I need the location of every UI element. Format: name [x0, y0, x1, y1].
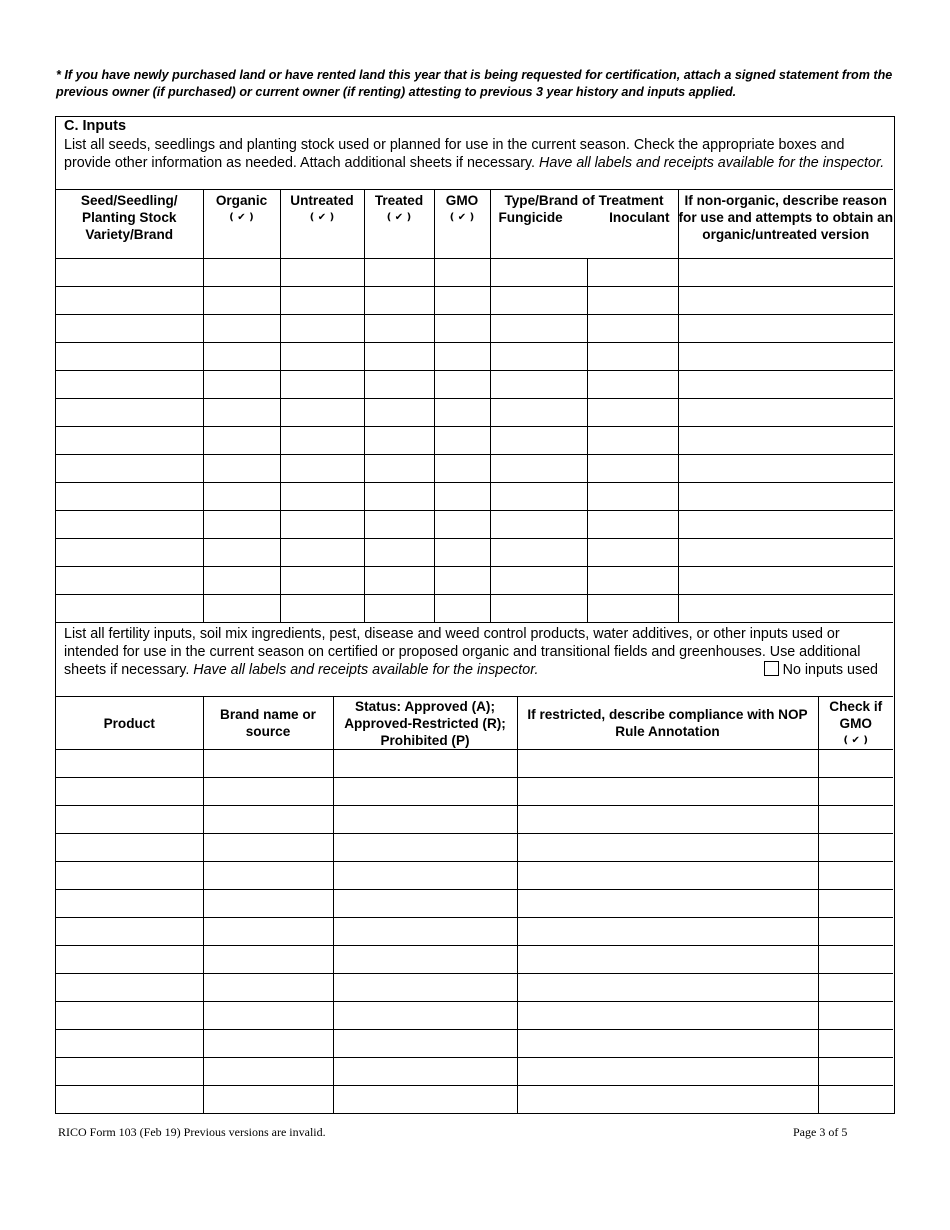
header-seed: Seed/Seedling/ Planting Stock Variety/Brand	[56, 190, 203, 259]
seed-table-cell[interactable]	[56, 567, 203, 595]
input-table-cell[interactable]	[56, 1058, 203, 1086]
input-table-cell[interactable]	[203, 778, 333, 806]
seed-table-cell[interactable]	[490, 315, 587, 343]
seed-table-cell[interactable]	[56, 511, 203, 539]
seed-table-cell[interactable]	[280, 399, 364, 427]
seed-table-cell[interactable]	[203, 483, 280, 511]
seed-table-cell[interactable]	[364, 539, 434, 567]
no-inputs-checkbox[interactable]	[764, 661, 779, 676]
input-table-cell[interactable]	[517, 750, 818, 778]
input-table-cell[interactable]	[517, 806, 818, 834]
input-table-cell[interactable]	[818, 918, 893, 946]
header-organic-label: Organic	[215, 193, 268, 208]
input-table-cell[interactable]	[56, 918, 203, 946]
seed-table-row	[56, 455, 893, 483]
seed-table-cell[interactable]	[490, 371, 587, 399]
no-inputs-option[interactable]	[764, 661, 878, 679]
seed-table-row	[56, 539, 893, 567]
seed-table-cell[interactable]	[434, 455, 490, 483]
seed-table-cell[interactable]	[203, 399, 280, 427]
seed-table-cell[interactable]	[587, 483, 678, 511]
form-footer: RICO Form 103 (Feb 19) Previous versions are invalid.	[58, 1125, 326, 1139]
header-gmo	[434, 190, 490, 259]
input-table-row	[56, 806, 893, 834]
seed-table-cell[interactable]	[678, 399, 893, 427]
seed-table-cell[interactable]	[56, 483, 203, 511]
seed-table-cell[interactable]	[280, 567, 364, 595]
seed-table-cell[interactable]	[203, 567, 280, 595]
seed-table-cell[interactable]	[280, 371, 364, 399]
seed-table-cell[interactable]	[280, 511, 364, 539]
seed-table-row	[56, 343, 893, 371]
seed-table-cell[interactable]	[434, 427, 490, 455]
check-mark-icon: ( ✔ )	[309, 212, 335, 223]
input-table-cell[interactable]	[818, 834, 893, 862]
seed-table-cell[interactable]	[434, 567, 490, 595]
check-mark-icon: ( ✔ )	[843, 734, 868, 746]
input-table-cell[interactable]	[56, 806, 203, 834]
seed-table-cell[interactable]	[678, 539, 893, 567]
input-table-cell[interactable]	[333, 918, 517, 946]
header-status: Status: Approved (A); Approved-Restricted (R); Prohibited (P)	[333, 697, 517, 750]
input-table-cell[interactable]	[203, 918, 333, 946]
seed-table-cell[interactable]	[490, 483, 587, 511]
input-table-row	[56, 834, 893, 862]
seed-table-row	[56, 259, 893, 287]
section-title: C. Inputs	[64, 118, 127, 134]
seed-table-cell[interactable]	[364, 427, 434, 455]
input-table-cell[interactable]	[818, 1086, 893, 1114]
header-untreated	[280, 190, 364, 259]
input-table-cell[interactable]	[56, 1086, 203, 1114]
seed-table-cell[interactable]	[587, 511, 678, 539]
seed-table-cell[interactable]	[203, 287, 280, 315]
input-table-cell[interactable]	[517, 918, 818, 946]
seed-table-cell[interactable]	[364, 371, 434, 399]
seed-table-cell[interactable]	[490, 287, 587, 315]
input-table-header	[56, 697, 893, 750]
header-treated	[364, 190, 434, 259]
input-table-cell[interactable]	[333, 1086, 517, 1114]
header-treated-label: Treated	[374, 193, 424, 208]
seed-table-cell[interactable]	[56, 287, 203, 315]
seed-table-cell[interactable]	[434, 595, 490, 623]
input-table-cell[interactable]	[517, 1030, 818, 1058]
input-table-cell[interactable]	[818, 750, 893, 778]
seed-table-cell[interactable]	[364, 595, 434, 623]
input-table-cell[interactable]	[333, 778, 517, 806]
seed-table-cell[interactable]	[203, 511, 280, 539]
seed-table-cell[interactable]	[587, 315, 678, 343]
seed-table-cell[interactable]	[490, 259, 587, 287]
header-organic	[203, 190, 280, 259]
seed-table-cell[interactable]	[203, 427, 280, 455]
input-table-row	[56, 918, 893, 946]
seed-table-cell[interactable]	[490, 567, 587, 595]
input-table-cell[interactable]	[818, 862, 893, 890]
input-table-cell[interactable]	[333, 946, 517, 974]
seed-table-cell[interactable]	[203, 595, 280, 623]
input-table-cell[interactable]	[333, 1058, 517, 1086]
input-table-row	[56, 1002, 893, 1030]
seed-table-cell[interactable]	[280, 483, 364, 511]
seed-table-cell[interactable]	[56, 259, 203, 287]
input-table-cell[interactable]	[203, 974, 333, 1002]
input-table-cell[interactable]	[818, 974, 893, 1002]
input-table-cell[interactable]	[517, 890, 818, 918]
seed-table-cell[interactable]	[280, 287, 364, 315]
seed-table-cell[interactable]	[678, 511, 893, 539]
input-table-row	[56, 890, 893, 918]
seed-table-cell[interactable]	[490, 595, 587, 623]
fertility-description-text: List all fertility inputs, soil mix ingredients, pest, disease and weed control products, water additives, or other inputs used or intended for use in the current season on certified or proposed organic and transitional fields and greenhouses. Use additional sheets if necessary.	[64, 626, 861, 678]
seed-table-body	[56, 259, 893, 623]
seed-table-cell[interactable]	[56, 455, 203, 483]
input-table-cell[interactable]	[517, 974, 818, 1002]
check-mark-icon: ( ✔ )	[386, 212, 412, 223]
seed-table-cell[interactable]	[203, 315, 280, 343]
section-description	[64, 136, 888, 172]
seed-table-cell[interactable]	[434, 287, 490, 315]
land-history-note: * If you have newly purchased land or have rented land this year that is being requested for certification, attach a signed statement from the previous owner (if purchased) or current owner (if renting) attesting to previous 3 year history and inputs applied.	[56, 68, 893, 99]
page-number: Page 3 of 5	[793, 1125, 848, 1139]
seed-table-cell[interactable]	[587, 567, 678, 595]
seed-table-cell[interactable]	[56, 371, 203, 399]
seed-table-cell[interactable]	[364, 567, 434, 595]
seed-table-cell[interactable]	[56, 427, 203, 455]
seed-table-cell[interactable]	[434, 259, 490, 287]
seed-table-cell[interactable]	[56, 343, 203, 371]
inputs-section	[55, 116, 895, 1114]
seed-table-row	[56, 511, 893, 539]
seed-table-cell[interactable]	[678, 455, 893, 483]
input-table-cell[interactable]	[818, 890, 893, 918]
seed-table-cell[interactable]	[364, 343, 434, 371]
input-table-cell[interactable]	[517, 834, 818, 862]
input-table-cell[interactable]	[333, 862, 517, 890]
input-table-cell[interactable]	[203, 1086, 333, 1114]
seed-table-cell[interactable]	[434, 511, 490, 539]
seed-table-row	[56, 483, 893, 511]
seed-table-cell[interactable]	[490, 539, 587, 567]
input-table-cell[interactable]	[203, 750, 333, 778]
input-table-cell[interactable]	[203, 1058, 333, 1086]
seed-table-row	[56, 399, 893, 427]
input-table-cell[interactable]	[818, 1058, 893, 1086]
seed-table-cell[interactable]	[56, 539, 203, 567]
input-table-cell[interactable]	[333, 890, 517, 918]
seed-table-cell[interactable]	[203, 259, 280, 287]
input-table-cell[interactable]	[333, 974, 517, 1002]
input-table-cell[interactable]	[333, 834, 517, 862]
input-table-cell[interactable]	[818, 778, 893, 806]
input-table-cell[interactable]	[333, 1002, 517, 1030]
input-table-row	[56, 1058, 893, 1086]
input-table-cell[interactable]	[818, 1002, 893, 1030]
seed-table-row	[56, 595, 893, 623]
seed-table-cell[interactable]	[56, 399, 203, 427]
seed-table-row	[56, 371, 893, 399]
input-table-cell[interactable]	[203, 1030, 333, 1058]
input-table-cell[interactable]	[56, 834, 203, 862]
fertility-description	[64, 625, 888, 679]
input-table-cell[interactable]	[56, 974, 203, 1002]
seed-table-cell[interactable]	[587, 371, 678, 399]
input-table-cell[interactable]	[818, 1030, 893, 1058]
seed-table-cell[interactable]	[678, 259, 893, 287]
input-table-cell[interactable]	[56, 890, 203, 918]
header-inoculant: Inoculant	[609, 210, 670, 225]
seed-table-cell[interactable]	[203, 539, 280, 567]
header-check-gmo	[818, 697, 893, 750]
input-table-cell[interactable]	[56, 946, 203, 974]
seed-table-cell[interactable]	[56, 315, 203, 343]
seed-table-cell[interactable]	[364, 483, 434, 511]
input-table-body	[56, 750, 893, 1114]
seed-table-cell[interactable]	[280, 455, 364, 483]
seed-table-cell[interactable]	[280, 427, 364, 455]
input-table-cell[interactable]	[56, 778, 203, 806]
check-mark-icon: ( ✔ )	[449, 212, 475, 223]
check-mark-icon: ( ✔ )	[229, 212, 254, 223]
seed-table-row	[56, 315, 893, 343]
seed-table-cell[interactable]	[364, 259, 434, 287]
seed-table-cell[interactable]	[203, 371, 280, 399]
seed-table	[56, 189, 893, 623]
seed-table-cell[interactable]	[678, 343, 893, 371]
input-table-cell[interactable]	[333, 750, 517, 778]
section-description-italic: Have all labels and receipts available for the inspector.	[539, 155, 885, 171]
seed-table-cell[interactable]	[587, 259, 678, 287]
input-table-row	[56, 1030, 893, 1058]
seed-table-cell[interactable]	[203, 343, 280, 371]
input-table-cell[interactable]	[203, 862, 333, 890]
seed-table-cell[interactable]	[678, 595, 893, 623]
seed-table-cell[interactable]	[490, 399, 587, 427]
seed-table-cell[interactable]	[203, 455, 280, 483]
seed-table-cell[interactable]	[678, 371, 893, 399]
input-table-cell[interactable]	[203, 1002, 333, 1030]
input-table-cell[interactable]	[517, 946, 818, 974]
seed-table-cell[interactable]	[364, 511, 434, 539]
seed-table-cell[interactable]	[364, 455, 434, 483]
input-table-cell[interactable]	[517, 862, 818, 890]
seed-table-cell[interactable]	[587, 399, 678, 427]
seed-table-cell[interactable]	[280, 259, 364, 287]
input-table-cell[interactable]	[818, 946, 893, 974]
header-treatment	[490, 190, 678, 259]
input-table-cell[interactable]	[203, 890, 333, 918]
seed-table-cell[interactable]	[678, 287, 893, 315]
seed-table-cell[interactable]	[678, 483, 893, 511]
seed-table-cell[interactable]	[678, 567, 893, 595]
seed-table-cell[interactable]	[490, 343, 587, 371]
seed-table-cell[interactable]	[587, 539, 678, 567]
seed-table-cell[interactable]	[280, 343, 364, 371]
input-table-cell[interactable]	[517, 778, 818, 806]
seed-table-cell[interactable]	[678, 427, 893, 455]
seed-table-cell[interactable]	[280, 539, 364, 567]
input-table-cell[interactable]	[56, 1030, 203, 1058]
input-table-cell[interactable]	[517, 1086, 818, 1114]
seed-table-cell[interactable]	[678, 315, 893, 343]
seed-table-cell[interactable]	[280, 315, 364, 343]
seed-table-cell[interactable]	[587, 455, 678, 483]
input-table	[56, 696, 893, 1114]
input-table-row	[56, 778, 893, 806]
input-table-row	[56, 974, 893, 1002]
seed-table-cell[interactable]	[434, 315, 490, 343]
input-table-cell[interactable]	[818, 806, 893, 834]
seed-table-cell[interactable]	[434, 371, 490, 399]
seed-table-cell[interactable]	[587, 343, 678, 371]
seed-table-cell[interactable]	[56, 595, 203, 623]
header-fungicide: Fungicide	[498, 210, 563, 225]
header-restricted-compliance: If restricted, describe compliance with NOP Rule Annotation	[517, 697, 818, 750]
header-brand: Brand name or source	[203, 697, 333, 750]
input-table-cell[interactable]	[333, 1030, 517, 1058]
seed-table-cell[interactable]	[490, 511, 587, 539]
input-table-cell[interactable]	[203, 834, 333, 862]
header-treatment-label: Type/Brand of Treatment	[504, 193, 664, 208]
header-product: Product	[56, 697, 203, 750]
input-table-cell[interactable]	[333, 806, 517, 834]
seed-table-cell[interactable]	[434, 483, 490, 511]
seed-table-cell[interactable]	[434, 399, 490, 427]
seed-table-cell[interactable]	[587, 287, 678, 315]
seed-table-row	[56, 427, 893, 455]
seed-table-cell[interactable]	[490, 427, 587, 455]
seed-table-cell[interactable]	[434, 343, 490, 371]
section-description-text: List all seeds, seedlings and planting stock used or planned for use in the current season. Check the appropriate boxes and provide other information as needed. Attach additional sheets if necessary.	[64, 137, 845, 171]
input-table-cell[interactable]	[203, 946, 333, 974]
input-table-cell[interactable]	[56, 750, 203, 778]
seed-table-header	[56, 190, 893, 259]
seed-table-cell[interactable]	[587, 427, 678, 455]
seed-table-row	[56, 287, 893, 315]
seed-table-cell[interactable]	[364, 287, 434, 315]
input-table-row	[56, 946, 893, 974]
input-table-cell[interactable]	[56, 862, 203, 890]
seed-table-row	[56, 567, 893, 595]
no-inputs-label: No inputs used	[782, 662, 878, 678]
input-table-row	[56, 750, 893, 778]
seed-table-cell[interactable]	[587, 595, 678, 623]
fertility-description-italic: Have all labels and receipts available for the inspector.	[193, 662, 539, 678]
input-table-row	[56, 1086, 893, 1114]
input-table-cell[interactable]	[203, 806, 333, 834]
input-table-row	[56, 862, 893, 890]
input-table-cell[interactable]	[56, 1002, 203, 1030]
seed-table-cell[interactable]	[280, 595, 364, 623]
seed-table-cell[interactable]	[364, 399, 434, 427]
input-table-cell[interactable]	[517, 1058, 818, 1086]
input-table-cell[interactable]	[517, 1002, 818, 1030]
header-check-gmo-label: Check if GMO	[829, 698, 883, 731]
header-nonorganic-reason: If non-organic, describe reason for use and attempts to obtain an organic/untreated version	[678, 190, 893, 259]
header-gmo-label: GMO	[445, 193, 479, 208]
seed-table-cell[interactable]	[364, 315, 434, 343]
header-untreated-label: Untreated	[290, 193, 354, 208]
seed-table-cell[interactable]	[434, 539, 490, 567]
seed-table-cell[interactable]	[490, 455, 587, 483]
